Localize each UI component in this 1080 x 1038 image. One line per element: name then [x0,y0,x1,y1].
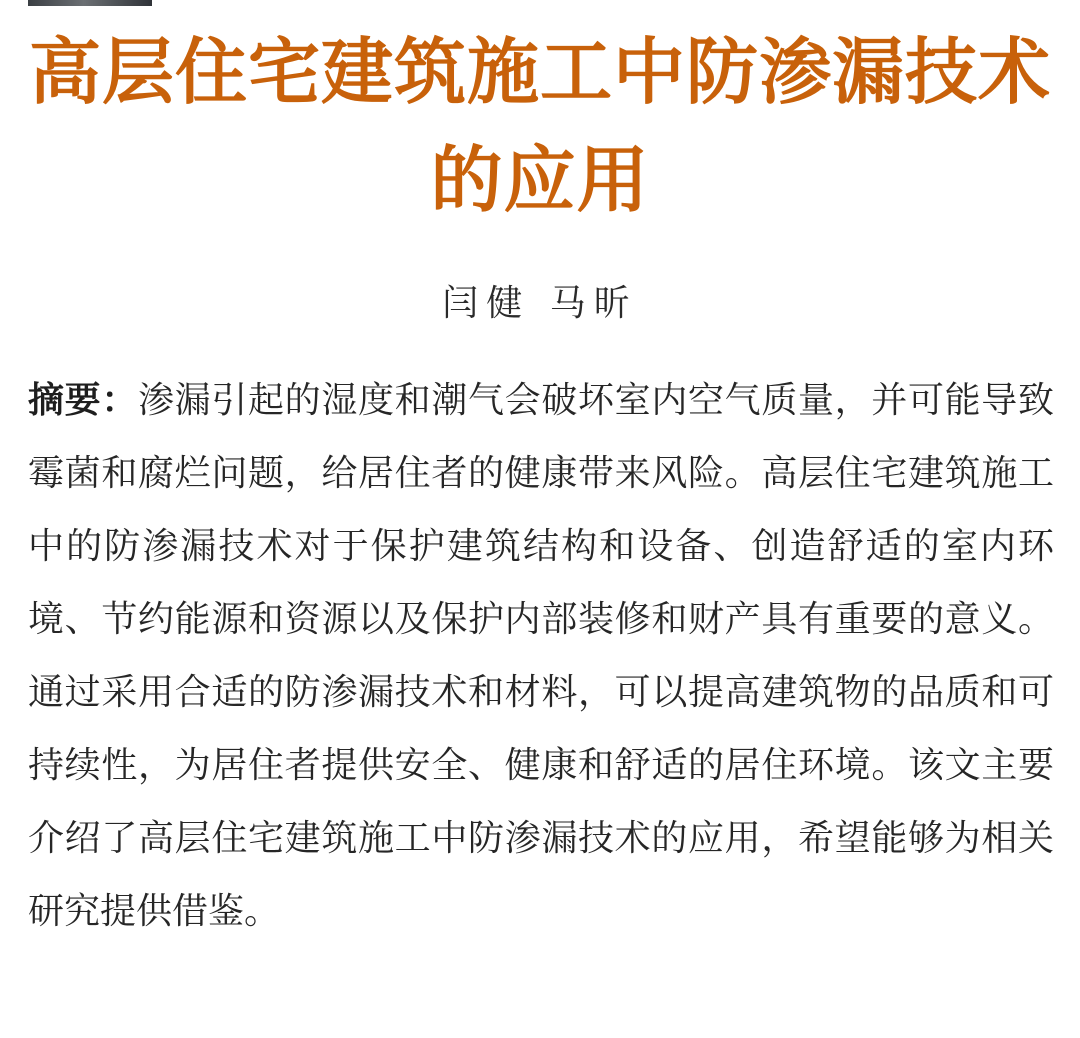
article-authors: 闫健 马昕 [442,283,638,324]
top-image-fragment [28,0,152,6]
article-abstract [28,364,1054,948]
abstract-label: 摘要： [28,380,138,421]
article-title: 高层住宅建筑施工中防渗漏技术的应用 [28,30,1051,222]
abstract-text: 渗漏引起的湿度和潮气会破坏室内空气质量，并可能导致霉菌和腐烂问题，给居住者的健康带来风险。高层住宅建筑施工中的防渗漏技术对于保护建筑结构和设备、创造舒适的室内环境、节约能源和资源以及保护内部装修和财产具有重要的意义。通过采用合适的防渗漏技术和材料，可以提高建筑物的品质和可持续性，为居住者提供安全、健康和舒适的居住环境。该文主要介绍了高层住宅建筑施工中防渗漏技术的应用，希望能够为相关研究提供借鉴。 [28,380,1054,932]
